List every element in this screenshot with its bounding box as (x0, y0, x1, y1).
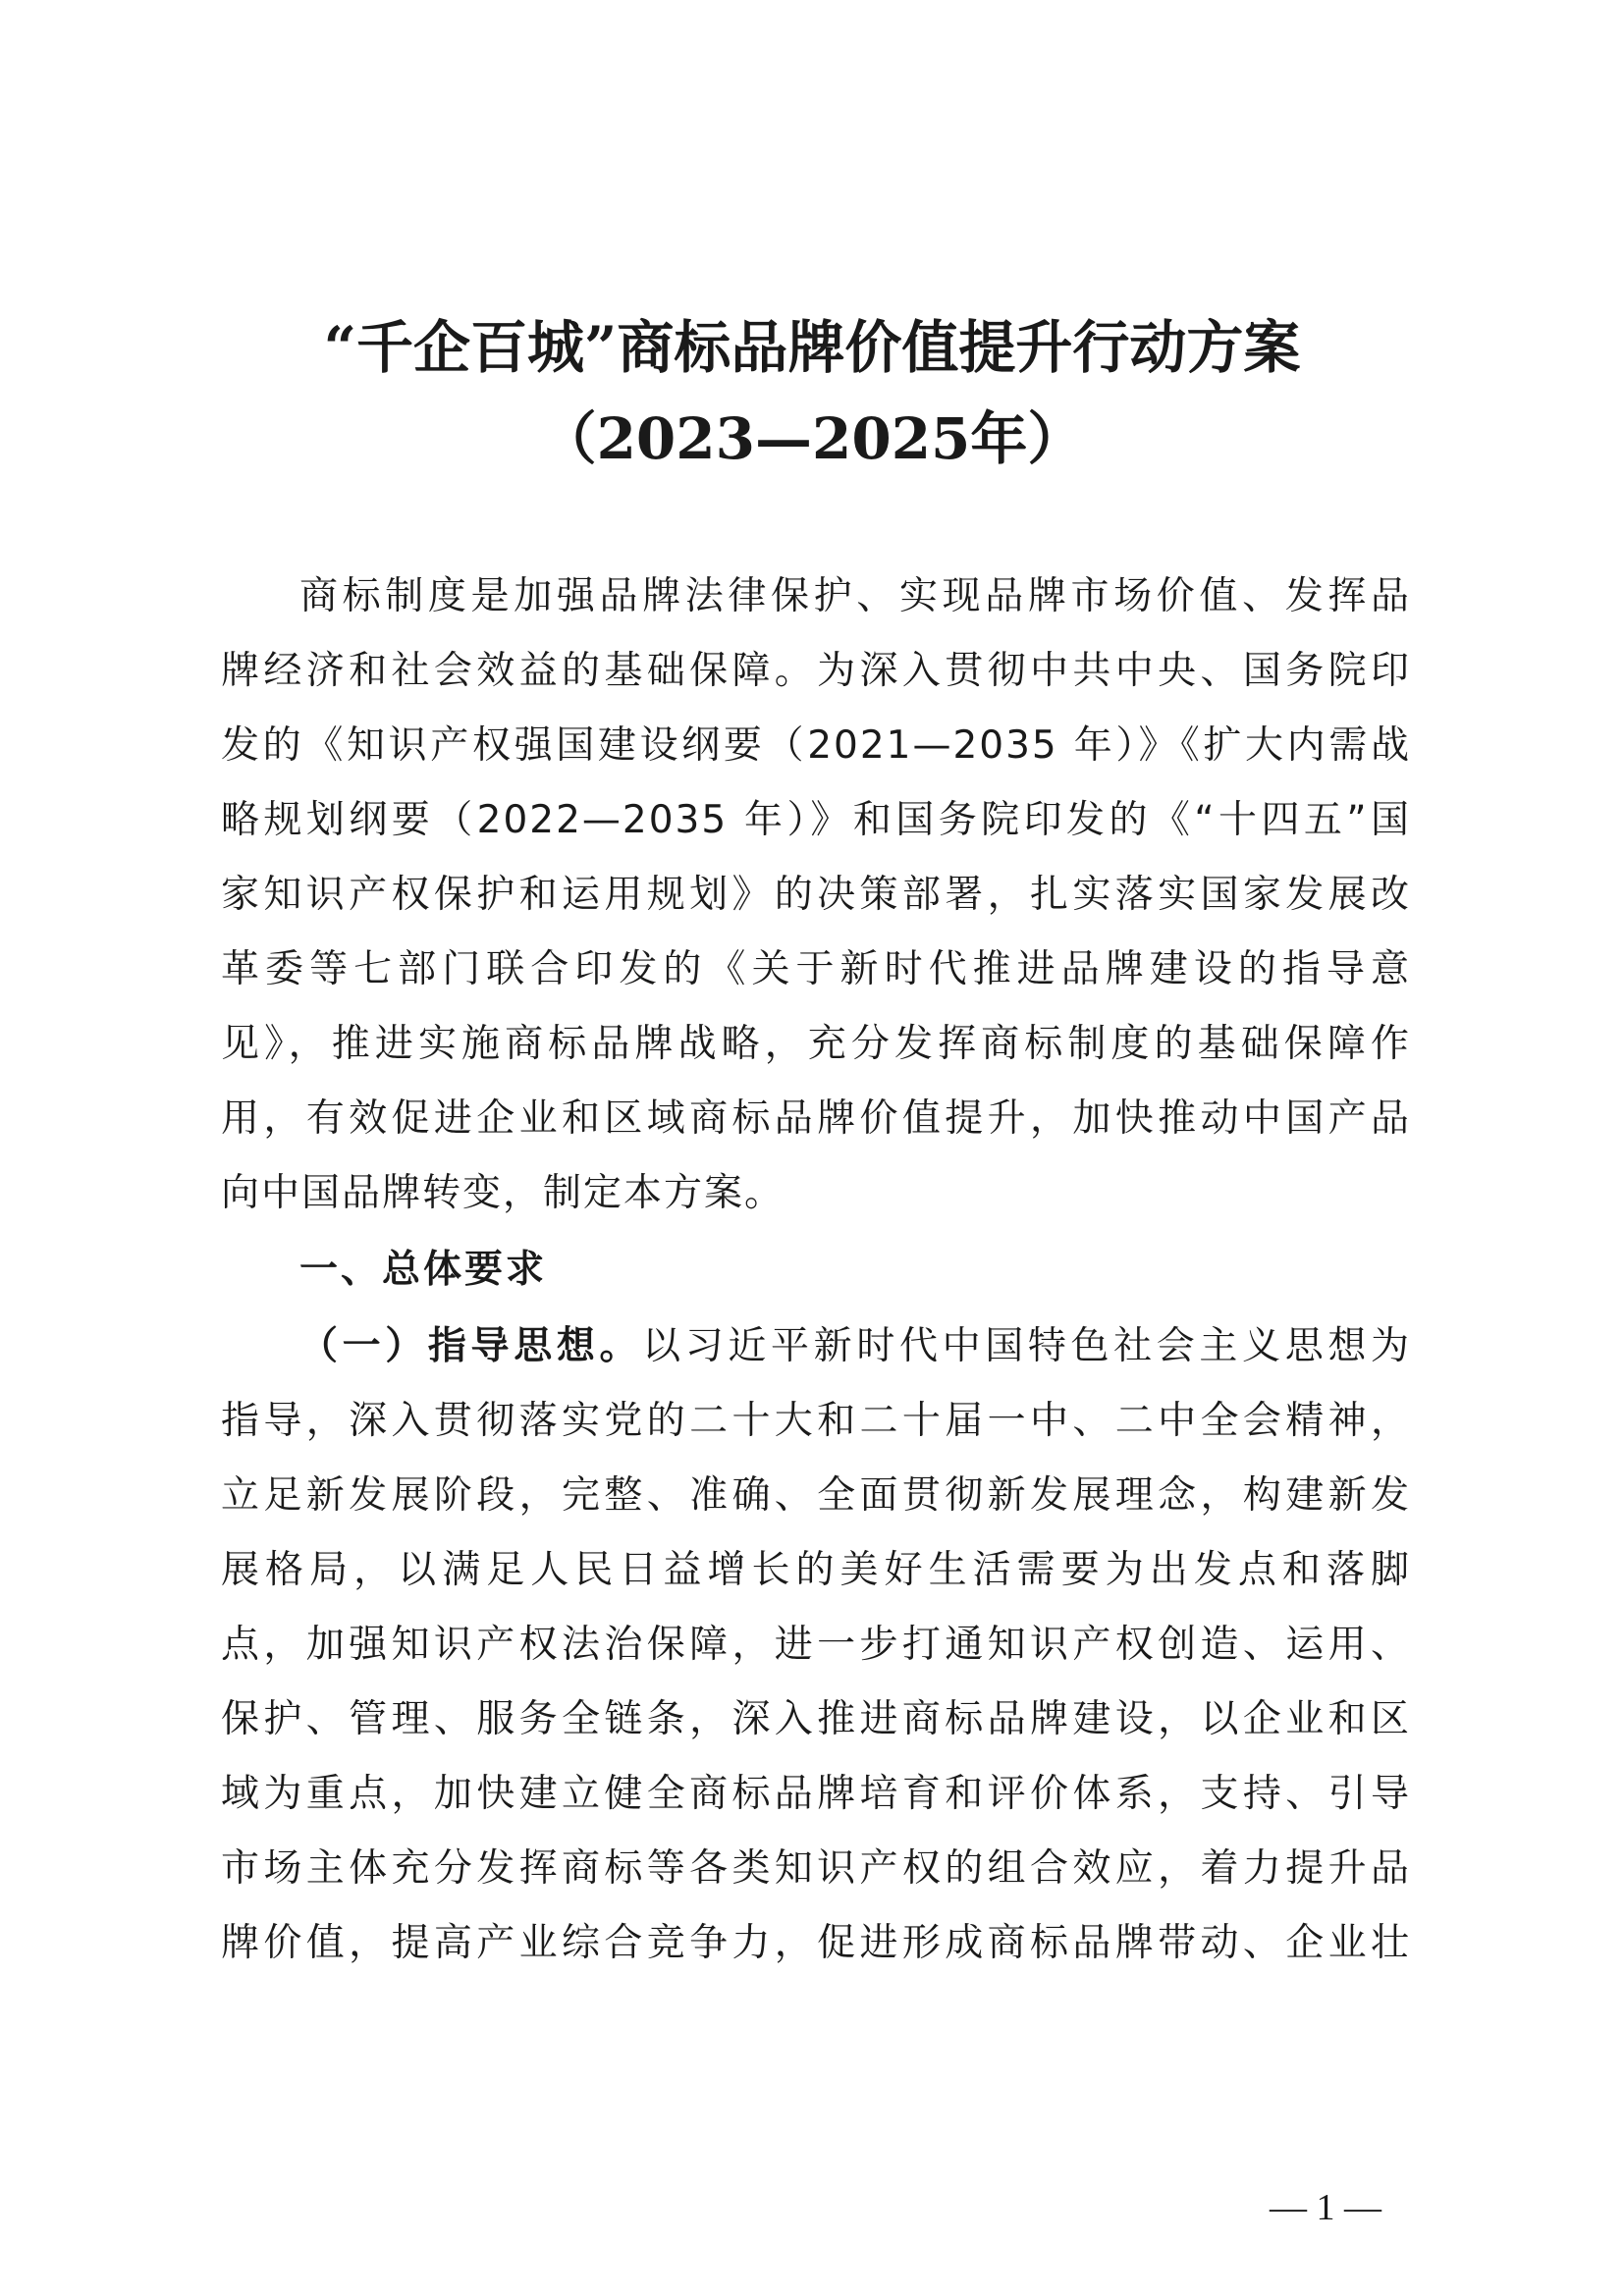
paragraph-line: 商标制度是加强品牌法律保护、实现品牌市场价值、发挥品 (299, 574, 1411, 618)
paragraph-line: 域为重点，加快建立健全商标品牌培育和评价体系，支持、引导 (221, 1772, 1411, 1816)
document-title-years: （2023—2025年） (539, 405, 1085, 472)
paragraph-line: 家知识产权保护和运用规划》的决策部署，扎实落实国家发展改 (221, 873, 1411, 917)
paragraph-line: 向中国品牌转变，制定本方案。 (221, 1171, 785, 1215)
section-heading: 一、总体要求 (299, 1248, 548, 1292)
paragraph-line: 保护、管理、服务全链条，深入推进商标品牌建设，以企业和区 (221, 1697, 1411, 1741)
paragraph-line: 见》，推进实施商标品牌战略，充分发挥商标制度的基础保障作 (221, 1022, 1411, 1066)
paragraph-line: 市场主体充分发挥商标等各类知识产权的组合效应，着力提升品 (221, 1846, 1411, 1891)
paragraph-line: 革委等七部门联合印发的《关于新时代推进品牌建设的指导意 (221, 947, 1411, 991)
page-number: — 1 — (1270, 2187, 1381, 2228)
subsection-first-line-text: 以习近平新时代中国特色社会主义思想为 (642, 1324, 1411, 1368)
paragraph-line: 牌经济和社会效益的基础保障。为深入贯彻中共中央、国务院印 (221, 649, 1411, 693)
paragraph-line: 牌价值，提高产业综合竞争力，促进形成商标品牌带动、企业壮 (221, 1921, 1411, 1965)
paragraph-line: 发的《知识产权强国建设纲要（2021—2035 年）》《扩大内需战 (221, 723, 1411, 768)
subsection-first-line (299, 1309, 1411, 1383)
paragraph-line: 略规划纲要（2022—2035 年）》和国务院印发的《“十四五”国 (221, 798, 1411, 842)
paragraph-line: 立足新发展阶段，完整、准确、全面贯彻新发展理念，构建新发 (221, 1473, 1411, 1518)
document-title: “千企百城”商标品牌价值提升行动方案 (323, 314, 1301, 381)
paragraph-line: 用，有效促进企业和区域商标品牌价值提升，加快推动中国产品 (221, 1096, 1411, 1141)
paragraph-line: 指导，深入贯彻落实党的二十大和二十届一中、二中全会精神， (221, 1399, 1411, 1443)
paragraph-line: 展格局，以满足人民日益增长的美好生活需要为出发点和落脚 (221, 1548, 1411, 1592)
paragraph-line: 点，加强知识产权法治保障，进一步打通知识产权创造、运用、 (221, 1623, 1411, 1667)
subsection-label: （一）指导思想。 (299, 1324, 643, 1368)
